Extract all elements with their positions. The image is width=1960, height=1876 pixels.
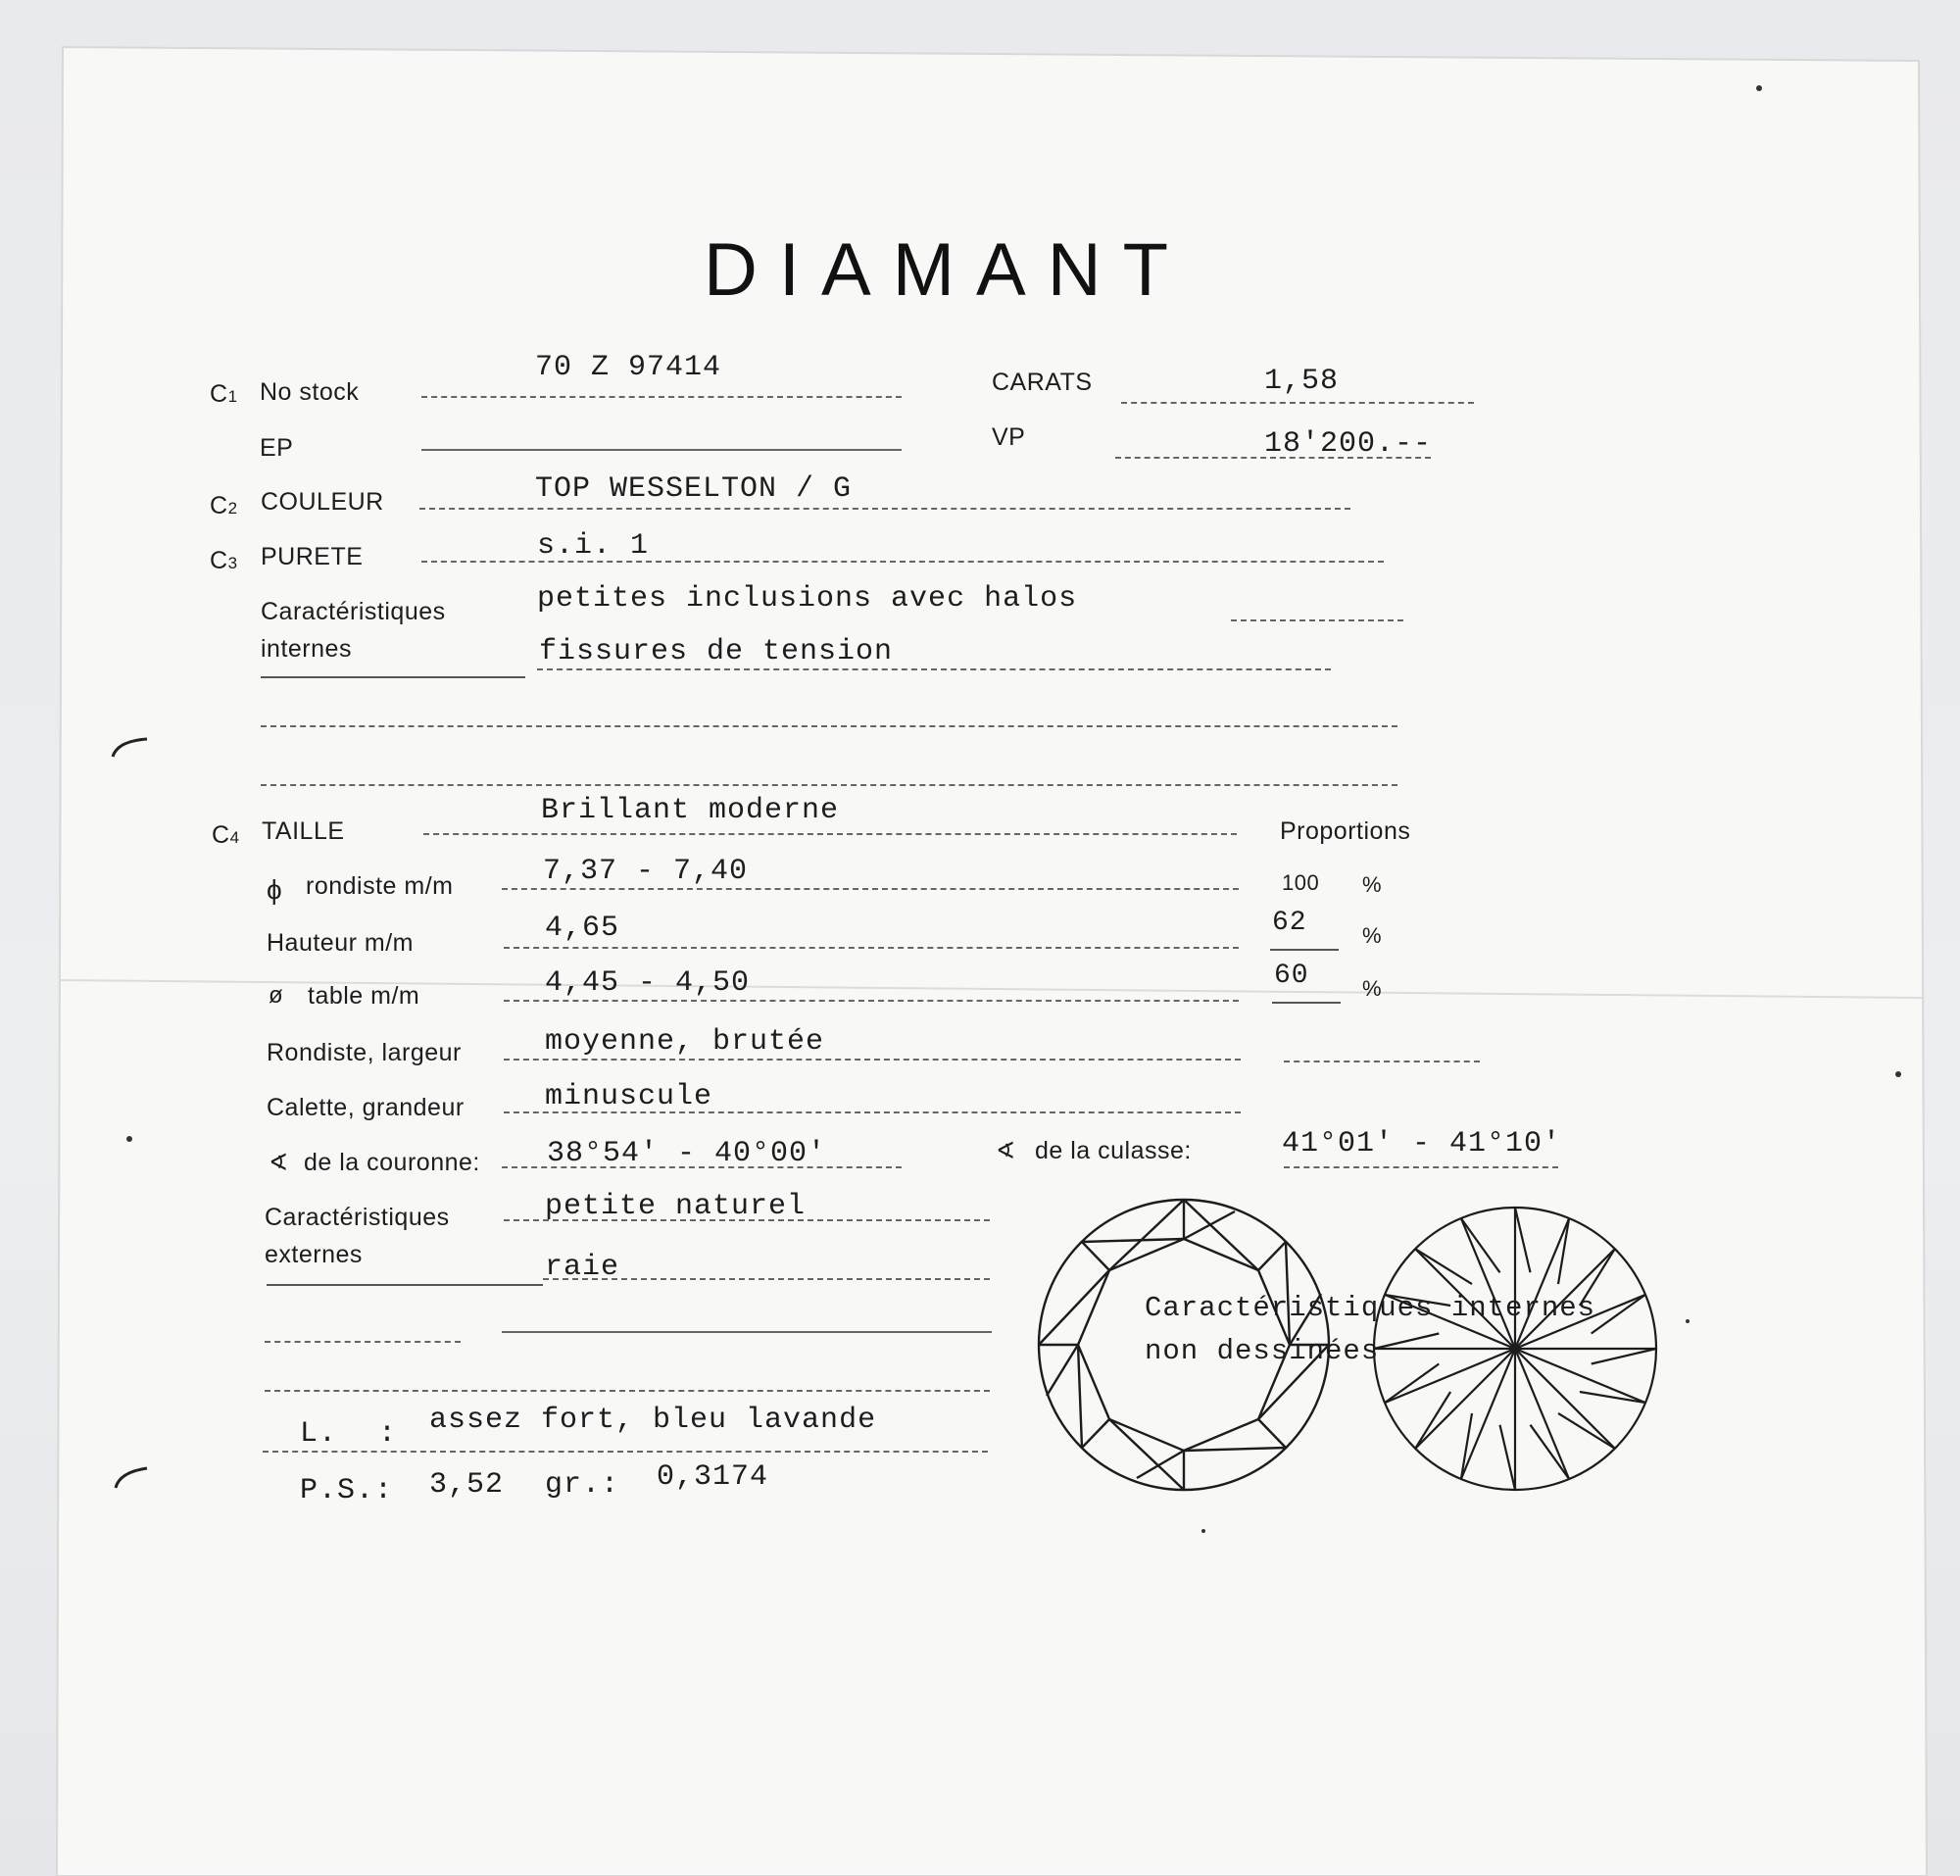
- rondiste-line: [502, 888, 1239, 890]
- blank-line-3a: [265, 1341, 461, 1343]
- car-ext-label-1: Caractéristiques: [265, 1204, 450, 1231]
- couronne-label: de la couronne:: [304, 1149, 480, 1176]
- couleur-value: TOP WESSELTON / G: [535, 472, 853, 506]
- luminescence-label: L.: [300, 1417, 338, 1451]
- car-int-label-1: Caractéristiques: [261, 598, 446, 625]
- rondiste-pct-sign: %: [1362, 872, 1383, 897]
- vp-value: 18'200.--: [1264, 427, 1433, 461]
- rondiste-largeur-label: Rondiste, largeur: [267, 1039, 462, 1066]
- angle-icon: ∢: [269, 1150, 289, 1176]
- rondiste-label: rondiste m/m: [306, 872, 454, 900]
- no-stock-value: 70 Z 97414: [535, 351, 722, 384]
- hauteur-pct: 62: [1272, 908, 1307, 938]
- hauteur-label: Hauteur m/m: [267, 929, 414, 957]
- code-c2: C2: [210, 492, 238, 519]
- ps-label: P.S.:: [300, 1474, 394, 1507]
- rondiste-largeur-line: [504, 1059, 1241, 1061]
- diagram-note-2: non dessinées: [1145, 1335, 1380, 1367]
- car-ext-line-1: [504, 1219, 990, 1221]
- table-pct-sign: %: [1362, 976, 1383, 1001]
- car-ext-label-2: externes: [265, 1241, 363, 1268]
- couronne-value: 38°54' - 40°00': [547, 1137, 827, 1170]
- proportions-label: Proportions: [1280, 817, 1411, 845]
- ep-line: [421, 449, 902, 451]
- rondiste-pct: 100: [1282, 870, 1320, 895]
- taille-label: TAILLE: [262, 817, 345, 845]
- table-pct: 60: [1274, 961, 1309, 991]
- luminescence-sep: :: [378, 1417, 398, 1451]
- car-int-value-1: petites inclusions avec halos: [537, 582, 1078, 616]
- taille-line: [423, 833, 1237, 835]
- car-int-label-2: internes: [261, 635, 352, 663]
- code-c4: C4: [212, 821, 240, 849]
- car-int-line-2: [537, 668, 1331, 670]
- blank-line-1: [261, 725, 1397, 727]
- ep-label: EP: [260, 434, 294, 462]
- blank-line-3b: [502, 1331, 992, 1333]
- diamond-pavilion-diagram: [1374, 1208, 1656, 1490]
- angle-icon-2: ∢: [996, 1138, 1016, 1164]
- blank-line-4: [265, 1390, 990, 1392]
- car-ext-value-2: raie: [545, 1251, 620, 1284]
- diagram-note-1: Caractéristiques internes: [1145, 1292, 1596, 1324]
- car-int-label-underline: [261, 676, 525, 678]
- no-stock-label: No stock: [260, 378, 360, 406]
- gr-value: 0,3174: [657, 1460, 769, 1494]
- no-stock-line: [421, 396, 902, 398]
- couleur-label: COULEUR: [261, 488, 384, 516]
- hauteur-pct-sign: %: [1362, 923, 1383, 948]
- car-ext-value-1: petite naturel: [545, 1190, 807, 1223]
- car-int-line-1: [1231, 619, 1403, 621]
- carats-value: 1,58: [1264, 365, 1340, 398]
- hauteur-value: 4,65: [545, 912, 620, 945]
- culasse-line: [1284, 1166, 1558, 1168]
- code-c3: C3: [210, 547, 238, 574]
- hauteur-line: [504, 947, 1239, 949]
- table-line: [504, 1000, 1239, 1002]
- table-pct-line: [1272, 1002, 1341, 1004]
- hauteur-pct-line: [1270, 949, 1339, 951]
- calette-value: minuscule: [545, 1080, 713, 1113]
- calette-label: Calette, grandeur: [267, 1094, 465, 1121]
- rondiste-largeur-right-line: [1284, 1061, 1480, 1062]
- code-c1: C1: [210, 380, 238, 408]
- luminescence-value: assez fort, bleu lavande: [429, 1404, 877, 1437]
- carats-label: CARATS: [992, 369, 1093, 396]
- table-label: table m/m: [308, 982, 420, 1010]
- diameter-icon-small: ø: [269, 982, 284, 1009]
- ps-value: 3,52: [429, 1468, 505, 1502]
- vp-label: VP: [992, 423, 1026, 451]
- document-title: DIAMANT: [704, 228, 1190, 312]
- car-ext-label-underline: [267, 1284, 543, 1286]
- blank-line-2: [261, 784, 1397, 786]
- rondiste-value: 7,37 - 7,40: [543, 855, 749, 888]
- culasse-label: de la culasse:: [1035, 1137, 1192, 1164]
- couleur-line: [419, 508, 1350, 510]
- gr-label: gr.:: [545, 1468, 620, 1502]
- purete-label: PURETE: [261, 543, 364, 570]
- car-int-value-2: fissures de tension: [539, 635, 894, 668]
- carats-line: [1121, 402, 1474, 404]
- luminescence-line: [263, 1451, 988, 1453]
- table-value: 4,45 - 4,50: [545, 966, 751, 1000]
- culasse-value: 41°01' - 41°10': [1282, 1127, 1562, 1160]
- purete-value: s.i. 1: [537, 529, 650, 563]
- car-ext-line-2: [543, 1278, 990, 1280]
- rondiste-largeur-value: moyenne, brutée: [545, 1025, 825, 1059]
- diameter-icon: ϕ: [267, 874, 283, 905]
- taille-value: Brillant moderne: [541, 794, 840, 827]
